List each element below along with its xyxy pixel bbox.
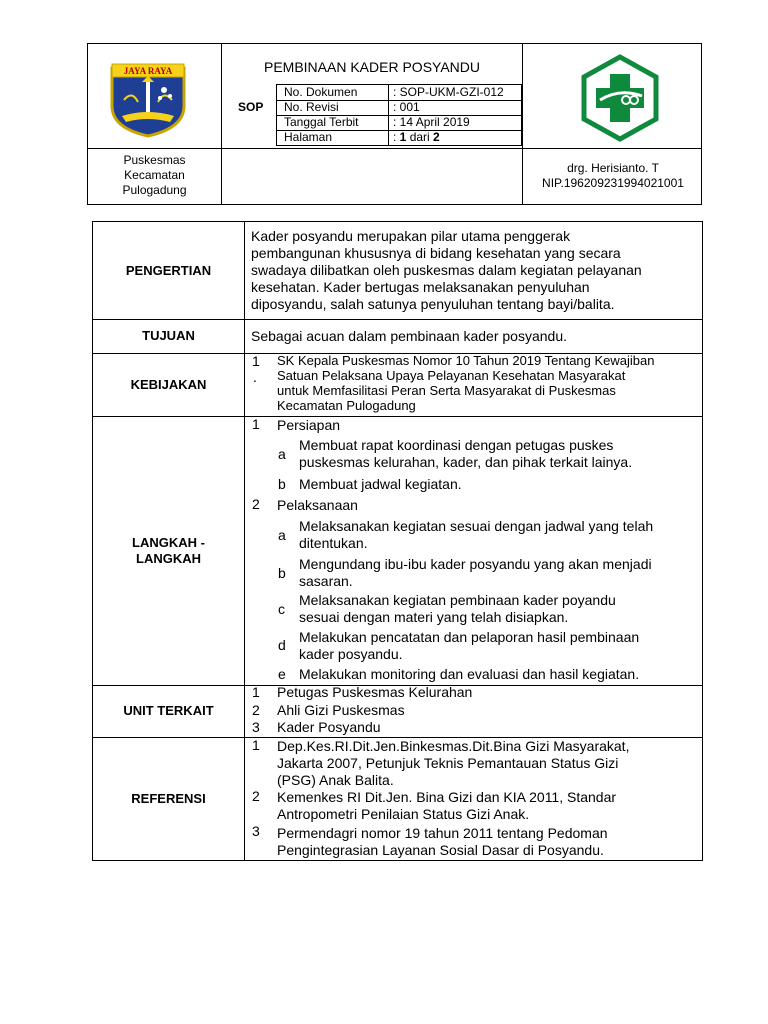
sub-step-marker: c	[278, 601, 285, 617]
sub-step-marker: d	[278, 637, 286, 653]
unit-item: Kader Posyandu	[277, 719, 381, 735]
label-unit-terkait: UNIT TERKAIT	[123, 703, 214, 718]
meta-row-no-revisi: No. Revisi : 001	[284, 100, 420, 114]
sub-step-marker: a	[278, 446, 286, 462]
unit-item: Ahli Gizi Puskesmas	[277, 702, 405, 718]
sub-step-text: Melaksanakan kegiatan sesuai dengan jadwal yang telah ditentukan.	[299, 518, 654, 551]
step-heading: Pelaksanaan	[277, 497, 358, 513]
sub-step-marker: a	[278, 527, 286, 543]
meta-row-halaman: Halaman : 1 dari 2	[284, 130, 440, 144]
reference-item: Permendagri nomor 19 tahun 2011 tentang Pedoman Pengintegrasian Layanan Sosial Dasar di Posyandu.	[277, 825, 608, 858]
sub-step-marker: b	[278, 565, 286, 581]
reference-number: 3	[252, 823, 260, 839]
signatory	[523, 161, 703, 191]
step-number: 2	[252, 496, 260, 512]
sub-step-marker: e	[278, 666, 286, 682]
pengertian-text: Kader posyandu merupakan pilar utama penggerak pembangunan khususnya di bidang kesehatan yang secara swadaya dilibatkan oleh puskesmas dalam kegiatan pelayanan kesehatan. Kader bertugas melaksanakan penyuluhan diposyandu, salah satunya penyuluhan tentang bayi/balita.	[251, 228, 642, 312]
signatory-name: drg. Herisianto. T	[567, 161, 659, 175]
meta-row-no-dokumen: No. Dokumen : SOP-UKM-GZI-012	[284, 85, 504, 99]
kebijakan-text: SK Kepala Puskesmas Nomor 10 Tahun 2019 Tentang Kewajiban Satuan Pelaksana Upaya Pelayanan Kesehatan Masyarakat untuk Memfasilitasi Peran Serta Masyarakat di Puskesmas Kecamatan Pulogadung	[277, 353, 655, 413]
label-langkah: LANGKAH - LANGKAH	[132, 535, 205, 566]
puskesmas-logo	[580, 54, 660, 142]
svg-text:JAYA RAYA: JAYA RAYA	[123, 66, 173, 76]
meta-row-tanggal-terbit: Tanggal Terbit : 14 April 2019	[284, 115, 470, 129]
document-title: PEMBINAAN KADER POSYANDU	[263, 59, 480, 75]
sop-content-table	[92, 221, 703, 861]
jakarta-emblem-logo	[108, 60, 188, 138]
sub-step-text: Mengundang ibu-ibu kader posyandu yang akan menjadi sasaran.	[299, 556, 652, 589]
reference-number: 1	[252, 737, 260, 753]
unit-item: Petugas Puskesmas Kelurahan	[277, 684, 473, 700]
label-kebijakan: KEBIJAKAN	[130, 377, 207, 392]
sub-step-text: Melaksanakan kegiatan pembinaan kader poyandu sesuai dengan materi yang telah disiapkan.	[299, 592, 616, 625]
kebijakan-dot: .	[253, 369, 257, 385]
reference-item: Dep.Kes.RI.Dit.Jen.Binkesmas.Dit.Bina Gizi Masyarakat, Jakarta 2007, Petunjuk Teknis Pemantauan Status Gizi (PSG) Anak Balita.	[277, 738, 630, 788]
unit-number: 2	[252, 702, 260, 718]
label-tujuan: TUJUAN	[142, 328, 195, 343]
sub-step-text: Melakukan pencatatan dan pelaporan hasil pembinaan kader posyandu.	[299, 629, 640, 662]
sub-step-text: Membuat rapat koordinasi dengan petugas puskes puskesmas kelurahan, kader, dan pihak terkait lainya.	[299, 437, 633, 470]
unit-number: 3	[252, 719, 260, 735]
organization-name: Puskesmas Kecamatan Pulogadung	[122, 153, 187, 197]
signatory-nip: NIP.196209231994021001	[542, 176, 684, 190]
sub-step-text: Melakukan monitoring dan evaluasi dan hasil kegiatan.	[299, 666, 640, 682]
sub-step-marker: b	[278, 476, 286, 492]
sop-header	[87, 43, 702, 205]
label-pengertian: PENGERTIAN	[125, 263, 212, 278]
step-heading: Persiapan	[277, 417, 341, 433]
tujuan-text: Sebagai acuan dalam pembinaan kader posyandu.	[251, 328, 568, 344]
unit-number: 1	[252, 684, 260, 700]
label-referensi: REFERENSI	[131, 791, 206, 806]
sop-label: SOP	[238, 100, 264, 114]
header-divider	[88, 148, 701, 149]
reference-number: 2	[252, 788, 260, 804]
kebijakan-number: 1	[252, 353, 260, 369]
step-number: 1	[252, 416, 260, 432]
reference-item: Kemenkes RI Dit.Jen. Bina Gizi dan KIA 2011, Standar Antropometri Penilaian Status Gizi Anak.	[277, 789, 617, 822]
sub-step-text: Membuat jadwal kegiatan.	[299, 476, 462, 492]
